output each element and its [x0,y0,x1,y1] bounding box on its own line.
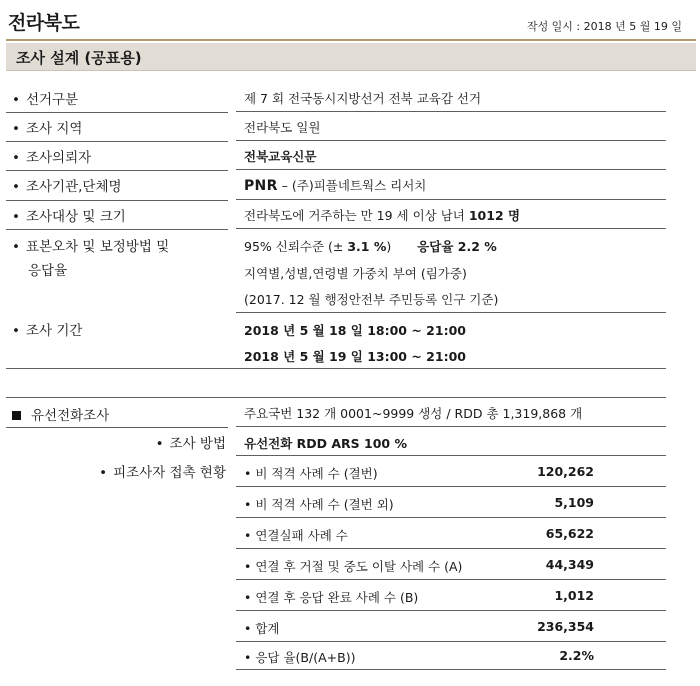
row-value-cell [236,170,666,200]
page-header [0,0,700,40]
stat-row [236,456,666,487]
row-value-cell [236,397,666,427]
stat-value: 44,349 [545,557,594,572]
stat-label: • 비 적격 사례 수 (결번) [244,466,378,481]
survey-date: 작성 일시 : 2018 년 5 월 19 일 [526,20,682,33]
row-value-cell [236,313,666,368]
period-line-1: 2018 년 5 월 18 일 18:00 ~ 21:00 [244,323,466,338]
stat-label: • 응답 율(B/(A+B)) [244,650,356,665]
design-row-sample [6,200,696,229]
stat-row [236,487,666,518]
design-row-survey-area [6,112,696,141]
bullet-icon: • [155,436,164,452]
row-value: 전라북도 일원 [244,120,321,135]
row-value-cell [236,112,666,141]
row-label: • 조사 지역 [12,121,83,137]
bullet-icon: • [12,150,20,166]
row-label-continued: 응답율 [28,263,68,279]
design-row-margin-of-error [6,229,696,313]
stat-value: 5,109 [554,495,594,510]
bullet-icon: • [12,92,20,108]
row-value-cell [236,229,666,313]
region-title: 전라북도 [8,12,80,34]
row-value-cell [236,427,666,456]
bullet-icon: • [12,209,20,225]
stat-label: • 합계 [244,621,280,636]
stat-row [236,518,666,549]
stat-row [236,580,666,611]
period-line-2: 2018 년 5 월 19 일 13:00 ~ 21:00 [244,349,466,364]
stat-label: • 연결 후 거절 및 중도 이탈 사례 수 (A) [244,559,463,574]
row-label: • 조사 방법 [155,436,226,452]
section-title: 조사 설계 (공표용) [16,49,142,67]
row-label: • 조사대상 및 크기 [12,209,126,225]
method-value: 유선전화 RDD ARS 100 % [244,436,408,451]
phone-survey-title: 유선전화조사 [12,404,227,424]
row-label: • 조사기관,단체명 [12,179,122,195]
row-label: • 피조사자 접촉 현황 [99,465,226,481]
row-value-cell [236,200,666,229]
row-label: • 선거구분 [12,92,79,108]
design-row-agency [6,170,696,200]
design-row-period [6,313,696,368]
stat-label: • 연결 후 응답 완료 사례 수 (B) [244,590,419,605]
design-row-client [6,141,696,170]
bullet-icon: • [12,239,20,255]
row-value-cell [236,83,666,112]
bullet-icon: • [12,179,20,195]
section-divider [6,368,666,369]
header-divider [6,39,696,41]
stat-value: 236,354 [537,619,594,634]
bullet-icon: • [12,323,20,339]
phone-survey-header-row [6,397,696,427]
stat-value: 65,622 [545,526,594,541]
row-value: 전라북도에 거주하는 만 19 세 이상 남녀 1012 명 [244,208,521,223]
stat-label: • 연결실패 사례 수 [244,528,348,543]
confidence-line: 95% 신뢰수준 (± 3.1 %) 응답율 2.2 % [244,239,497,254]
phone-survey-method-row [6,427,696,456]
agency-logo-text: PNR [244,178,278,194]
stat-row [236,549,666,580]
weighting-line: 지역별,성별,연령별 가중치 부여 (림가중) [244,266,467,281]
stat-value: 120,262 [537,464,594,479]
row-label: • 조사의뢰자 [12,150,92,166]
stat-value: 1,012 [554,588,594,603]
row-value: PNR – (주)피플네트웍스 리서치 [244,178,427,194]
row-value-cell [236,141,666,170]
bullet-icon: • [99,465,108,481]
stat-row-total [236,611,666,642]
stat-label: • 비 적격 사례 수 (결번 외) [244,497,394,512]
bullet-icon: • [12,121,20,137]
design-row-election-type [6,83,696,112]
population-basis-line: (2017. 12 월 행정안전부 주민등록 인구 기준) [244,292,499,307]
stat-value: 2.2% [559,648,594,663]
row-value: 전북교육신문 [244,149,317,164]
square-bullet-icon [12,411,21,420]
sample-description: 주요국번 132 개 0001~9999 생성 / RDD 총 1,319,868 개 [244,406,583,421]
row-value: 제 7 회 전국동시지방선거 전북 교육감 선거 [244,91,482,106]
stat-row-response-rate [236,642,666,670]
row-label: • 조사 기간 [12,323,83,339]
section-header [6,43,696,71]
row-label: • 표본오차 및 보정방법 및 [12,239,170,255]
